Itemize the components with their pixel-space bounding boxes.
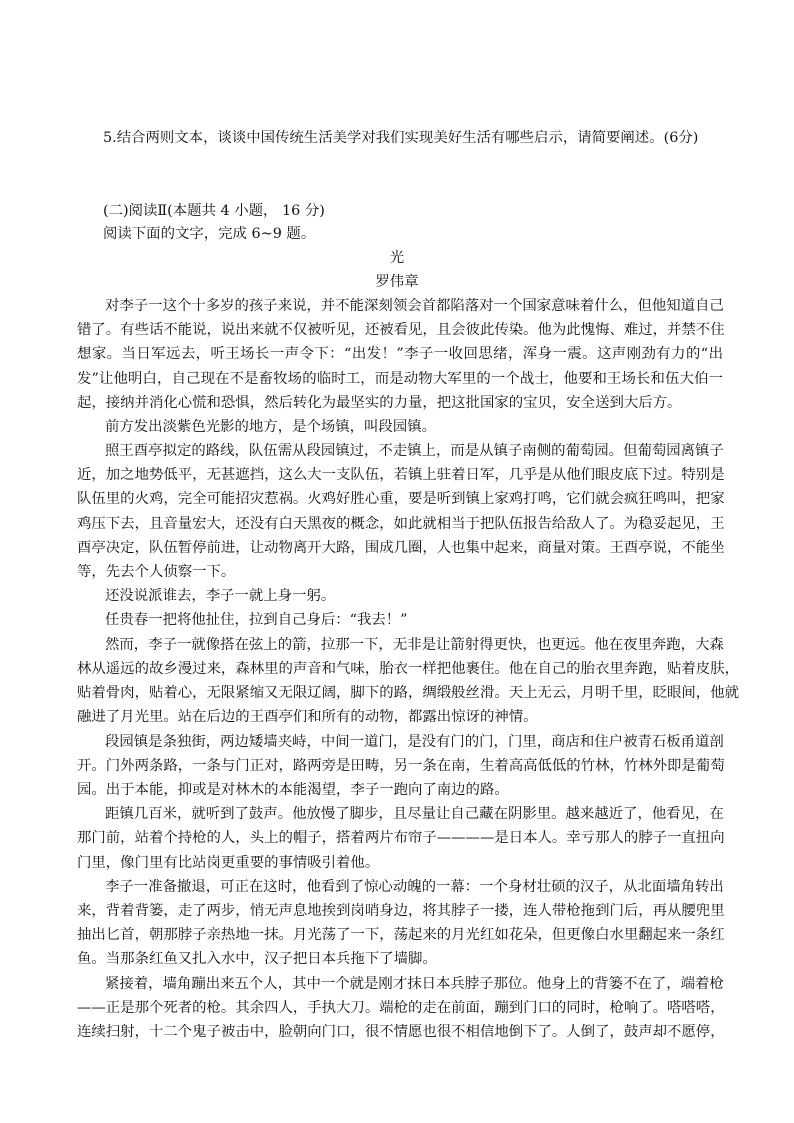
section-heading: (二)阅读Ⅱ(本题共 4 小题， 16 分) [103,203,325,219]
paragraph-line: 任贵春一把将他扯住，拉到自己身后：“我去！” [105,612,408,628]
paragraph-line: 鱼。当那条红鱼又扎入水中，汉子把日本兵拖下了墙脚。 [77,951,437,967]
reading-instruction: 阅读下面的文字，完成 6~9 题。 [103,226,316,242]
paragraph-line: 园。出于本能，抑或是对林木的本能渴望，李子一跑向了南边的路。 [77,782,509,798]
paragraph-line: 照王酉亭拟定的路线，队伍需从段园镇过，不走镇上，而是从镇子南侧的葡萄园。但葡萄园离镇子 [105,443,724,459]
paragraph-line: 错了。有些话不能说，说出来就不仅被听见，还被看见，且会彼此传染。他为此愧悔、难过，并禁不住 [77,322,725,338]
paragraph-line: 门里，像门里有比站岗更重要的事情吸引着他。 [77,855,380,871]
paragraph-line: 段园镇是条独街，两边矮墙夹峙，中间一道门，是没有门的门，门里，商店和住户被青石板甬道剖 [105,734,724,750]
paragraph-line: 发”让他明白，自己现在不是畜牧场的临时工，而是动物大军里的一个战士，他要和王场长和伍大伯一 [77,371,723,387]
paragraph-line: 连续扫射，十二个鬼子被击中，脸朝向门口，很不情愿也很不相信地倒下了。人倒了，鼓声却不愿停， [77,1024,725,1040]
paragraph-line: 来，背着背篓，走了两步，悄无声息地挨到岗哨身边，将其脖子一搂，连人带枪拖到门后，再从腰兜里 [77,903,725,919]
paragraph-line: 对李子一这个十多岁的孩子来说，并不能深刻领会首都陷落对一个国家意味着什么，但他知道自己 [105,298,724,314]
article-author: 罗伟章 [375,274,419,290]
paragraph-line: 然而，李子一就像搭在弦上的箭，拉那一下，无非是让箭射得更快，也更远。他在夜里奔跑，大森 [105,637,724,653]
question-5: 5.结合两则文本，谈谈中国传统生活美学对我们实现美好生活有哪些启示，请简要阐述。(6分) [103,130,699,146]
paragraph-line: 那门前，站着个持枪的人，头上的帽子，搭着两片布帘子————是日本人。幸亏那人的脖子一直扭向 [77,830,725,846]
paragraph-line: 想家。当日军远去，听王场长一声令下：“出发！”李子一收回思绪，浑身一震。这声刚劲有力的“出 [77,346,723,362]
paragraph-line: 抽出匕首，朝那脖子亲热地一抹。月光荡了一下，荡起来的月光红如花朵，但更像白水里翻起来一条红 [77,927,725,943]
paragraph-line: 李子一准备撤退，可正在这时，他看到了惊心动魄的一幕：一个身材壮硕的汉子，从北面墙角转出 [105,879,724,895]
paragraph-line: ——正是那个死者的枪。其余四人，手执大刀。端枪的走在前面，蹦到门口的同时，枪响了。嗒嗒嗒， [77,1000,725,1016]
paragraph-line: 紧接着，墙角蹦出来五个人，其中一个就是刚才抹日本兵脖子那位。他身上的背篓不在了，端着枪 [105,976,724,992]
paragraph-line: 近，加之地势低平，无甚遮挡，这么大一支队伍，若镇上驻着日军，几乎是从他们眼皮底下过。特别是 [77,467,725,483]
paragraph-line: 距镇几百米，就听到了鼓声。他放慢了脚步，且尽量让自己藏在阴影里。越来越近了，他看见，在 [105,806,724,822]
paragraph-line: 贴着骨肉，贴着心，无限紧缩又无限辽阔，脚下的路，绸缎般丝滑。天上无云，月明千里，眨眼间，他就 [77,685,739,701]
paragraph-line: 开。门外两条路，一条与门正对，路两旁是田畴，另一条在南，生着高高低低的竹林，竹林外即是葡萄 [77,758,725,774]
paragraph-line: 前方发出淡紫色光影的地方，是个场镇，叫段园镇。 [105,419,436,435]
paragraph-line: 酉亭决定，队伍暂停前进，让动物离开大路，围成几圈，人也集中起来，商量对策。王酉亭说，不能坐 [77,540,725,556]
paragraph-line: 等，先去个人侦察一下。 [77,564,236,580]
article-title: 光 [389,250,405,266]
paragraph-line: 林从遥远的故乡漫过来，森林里的声音和气味，胎衣一样把他裹住。他在自己的胎衣里奔跑，贴着皮肤， [77,661,739,677]
paragraph-line: 融进了月光里。站在后边的王酉亭们和所有的动物，都露出惊讶的神情。 [77,709,538,725]
paragraph-line: 还没说派谁去，李子一就上身一躬。 [105,588,336,604]
paragraph-line: 队伍里的火鸡，完全可能招灾惹祸。火鸡好胜心重，要是听到镇上家鸡打鸣，它们就会疯狂鸣叫，把家 [77,491,725,507]
paragraph-line: 起，接纳并消化心慌和恐惧，然后转化为最坚实的力量，把这批国家的宝贝，安全送到大后方。 [77,395,682,411]
paragraph-line: 鸡压下去，且音量宏大，还没有白天黑夜的概念，如此就相当于把队伍报告给敌人了。为稳妥起见，王 [77,516,725,532]
